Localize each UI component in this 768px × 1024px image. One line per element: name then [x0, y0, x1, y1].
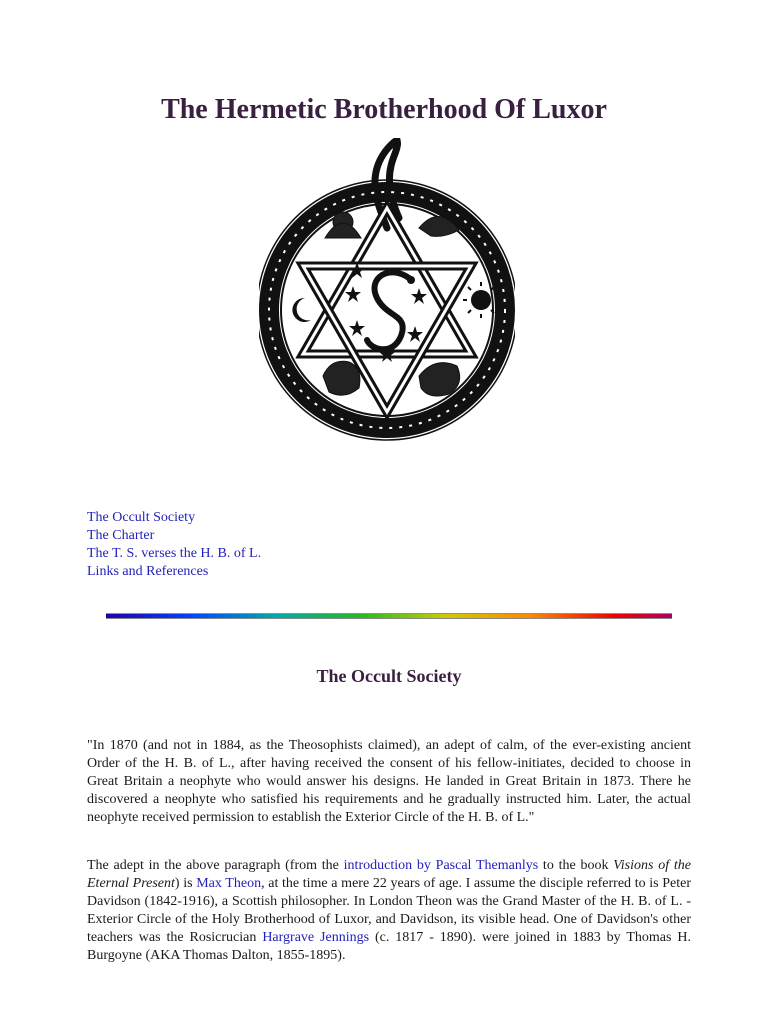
toc-link-ts-verses-hbl[interactable]: The T. S. verses the H. B. of L.: [87, 546, 262, 561]
text-run: , at the time a mere 22 years of age. I assume the disciple referred to is Peter Davidson (1842-1916), a Scottish philosopher. In London Theon was the Grand Master of the H. B. of L. - Exterior Circle of the Holy Brotherhood of Luxor, and Davidson, its visible head. One of Davidson's other teachers was the Rosicrucian: [87, 876, 692, 945]
toc-link-links-references[interactable]: Links and References: [87, 564, 209, 579]
rainbow-divider: [106, 613, 672, 619]
text-run: ) is: [174, 876, 197, 891]
toc-link-occult-society[interactable]: The Occult Society: [87, 510, 196, 525]
link-introduction-pascal-themanlys[interactable]: introduction by Pascal Themanlys: [343, 858, 539, 873]
text-run: to the book: [538, 858, 614, 873]
quote-paragraph: "In 1870 (and not in 1884, as the Theosophists claimed), an adept of calm, of the ever-existing ancient Order of the H. B. of L., after having received the consent of his fellow-initiates, decided to choose in Great Britain a neophyte who would answer his designs. He landed in Great Britain in 1873. There he discovered a neophyte who satisfied his requirements and he gradually instructed him. Later, the actual neophyte received permission to establish the Exterior Circle of the H. B. of L.": [87, 738, 691, 825]
body-paragraph: [87, 857, 691, 965]
link-max-theon[interactable]: Max Theon: [196, 876, 262, 891]
link-hargrave-jennings[interactable]: Hargrave Jennings: [262, 930, 370, 945]
toc-link-charter[interactable]: The Charter: [87, 528, 155, 543]
section-title: The Occult Society: [316, 666, 462, 686]
hermetic-seal-icon: [259, 138, 515, 450]
page-title: The Hermetic Brotherhood Of Luxor: [161, 94, 607, 125]
text-run: The adept in the above paragraph (from the: [87, 858, 344, 873]
text-run: (c. 1817 - 1890). were joined in 1883 by Thomas H. Burgoyne (AKA Thomas Dalton, 1855-1895).: [87, 930, 691, 963]
book-title: Visions of the Eternal Present: [87, 858, 692, 891]
table-of-contents: [87, 509, 261, 581]
